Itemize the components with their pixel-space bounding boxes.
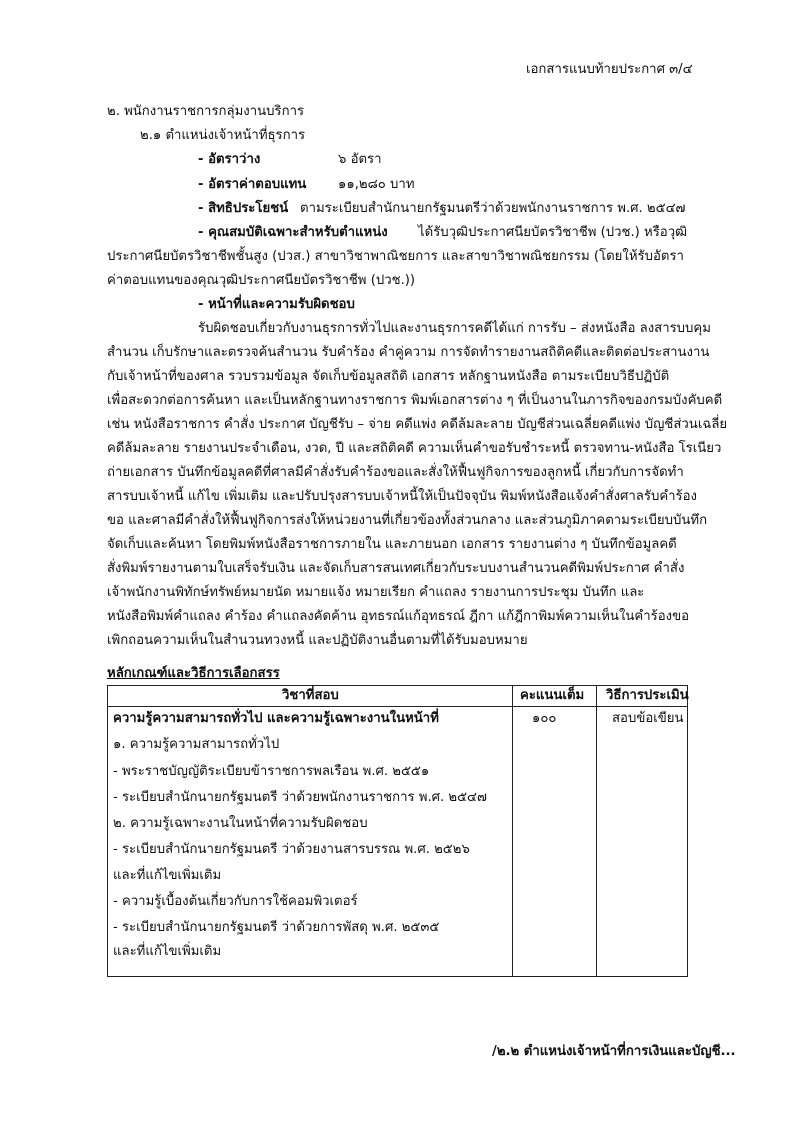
subject-item: และที่แก้ไขเพิ่มเติม [113,868,222,883]
duties-line: กับเจ้าหน้าที่ของศาล รวบรวมข้อมูล จัดเก็บข้อมูลสถิติ เอกสาร หลักฐานหนังสือ ตามระเบียบวิธีปฏิบัติ [107,369,670,384]
duties-line: หนังสือพิมพ์คำแถลง คำร้อง คำแถลงคัดค้าน อุทธรณ์แก้อุทธรณ์ ฎีกา แก้ฎีกาพิมพ์ความเห็นในคำร้องขอ [107,609,690,624]
duties-line: คดีล้มละลาย รายงานประจำเดือน, งวด, ปี และสถิติคดี ความเห็นคำขอรับชำระหนี้ ตรวจทาน-หนังสือ โรเนียว [107,441,722,456]
salary-label: - อัตราค่าตอบแทน [198,177,307,192]
duties-line: จัดเก็บและค้นหา โดยพิมพ์หนังสือราชการภายใน และภายนอก เอกสาร รายงานต่าง ๆ บันทึกข้อมูลคดี [107,537,677,552]
table-divider [512,686,513,976]
subject-item: - ความรู้เบื้องต้นเกี่ยวกับการใช้คอมพิวเตอร์ [113,894,358,909]
qualifications-label: - คุณสมบัติเฉพาะสำหรับตำแหน่ง [198,225,388,240]
duties-line: สั่งพิมพ์รายงานตามใบเสร็จรับเงิน และจัดเก็บสารสนเทศเกี่ยวกับระบบงานสำนวนคดีพิมพ์ประกาศ คำสั่ง [107,561,685,576]
table-header-divider [108,706,687,707]
duties-line: ขอ และศาลมีคำสั่งให้ฟื้นฟูกิจการส่งให้หน่วยงานที่เกี่ยวข้องทั้งส่วนกลาง และส่วนภูมิภาคตามระเบียบบันทึก [107,513,708,528]
qualifications-line-1: ได้รับวุฒิประกาศนียบัตรวิชาชีพ (ปวช.) หรือวุฒิ [418,225,688,240]
subject-item: - ระเบียบสำนักนายกรัฐมนตรี ว่าด้วยพนักงานราชการ พ.ศ. ๒๕๔๗ [113,790,487,805]
method-value: สอบข้อเขียน [612,711,684,726]
header-method: วิธีการประเมิน [606,688,689,703]
group-heading: ๒. พนักงานราชการกลุ่มงานบริการ [107,104,305,119]
footer-continuation: /๒.๒ ตำแหน่งเจ้าหน้าที่การเงินและบัญชี... [492,1044,736,1059]
duties-label: - หน้าที่และความรับผิดชอบ [198,297,355,312]
subject-item: - ระเบียบสำนักนายกรัฐมนตรี ว่าด้วยงานสารบรรณ พ.ศ. ๒๕๒๖ [113,842,470,857]
salary-value: ๑๑,๒๘๐ บาท [338,177,415,192]
score-value: ๑๐๐ [532,711,557,726]
duties-line: เพื่อสะดวกต่อการค้นหา และเป็นหลักฐานทางราชการ พิมพ์เอกสารต่าง ๆ ที่เป็นงานในภารกิจของกรมบังคับคดี [107,393,723,408]
qualifications-line-3: ค่าตอบแทนของคุณวุฒิประกาศนียบัตรวิชาชีพ (ปวช.)) [107,273,416,288]
subject-item: ๒. ความรู้เฉพาะงานในหน้าที่ความรับผิดชอบ [113,816,368,831]
benefits-label: - สิทธิประโยชน์ [198,201,289,216]
duties-line: ถ่ายเอกสาร บันทึกข้อมูลคดีที่ศาลมีคำสั่งรับคำร้องขอและสั่งให้ฟื้นฟูกิจการของลูกหนี้ เกี่ยวกับการจัดทำ [107,465,684,480]
duties-line: สำนวน เก็บรักษาและตรวจค้นสำนวน รับคำร้อง คำคู่ความ การจัดทำรายงานสถิติคดีและติดต่อประสานงาน [107,345,710,360]
section-title: ความรู้ความสามารถทั่วไป และความรู้เฉพาะงานในหน้าที่ [113,711,439,726]
vacancies-label: - อัตราว่าง [198,152,261,167]
duties-line: รับผิดชอบเกี่ยวกับงานธุรการทั่วไปและงานธุรการคดีได้แก่ การรับ – ส่งหนังสือ ลงสารบบคุม [198,321,711,336]
subject-item: - พระราชบัญญัติระเบียบข้าราชการพลเรือน พ.ศ. ๒๕๕๑ [113,764,430,779]
duties-line: เจ้าพนักงานพิทักษ์ทรัพย์หมายนัด หมายแจ้ง หมายเรียก คำแถลง รายงานการประชุม บันทึก และ [107,585,645,600]
criteria-title: หลักเกณฑ์และวิธีการเลือกสรร [107,666,280,681]
vacancies-value: ๖ อัตรา [338,152,382,167]
subject-item: และที่แก้ไขเพิ่มเติม [113,944,222,959]
duties-line: เช่น หนังสือราชการ คำสั่ง ประกาศ บัญชีรับ – จ่าย คดีแพ่ง คดีล้มละลาย บัญชีส่วนเฉลี่ยคดีแพ่ง บัญชีส่วนเฉลี่ย [107,417,728,432]
duties-line: สารบบเจ้าหนี้ แก้ไข เพิ่มเติม และปรับปรุงสารบบเจ้าหนี้ให้เป็นปัจจุบัน พิมพ์หนังสือแจ้งคำสั่งศาลรับคำร้อง [107,489,697,504]
header-subject: วิชาที่สอบ [282,688,339,703]
header-score: คะแนนเต็ม [520,688,585,703]
qualifications-line-2: ประกาศนียบัตรวิชาชีพชั้นสูง (ปวส.) สาขาวิชาพาณิชยการ และสาขาวิชาพณิชยกรรม (โดยให้รับอัตรา [107,249,684,264]
table-divider [596,686,597,976]
subject-item: - ระเบียบสำนักนายกรัฐมนตรี ว่าด้วยการพัสดุ พ.ศ. ๒๕๓๕ [113,920,440,935]
position-heading: ๒.๑ ตำแหน่งเจ้าหน้าที่ธุรการ [140,128,306,143]
duties-line: เพิกถอนความเห็นในสำนวนทวงหนี้ และปฏิบัติงานอื่นตามที่ได้รับมอบหมาย [107,633,528,648]
subject-item: ๑. ความรู้ความสามารถทั่วไป [113,737,280,752]
benefits-value: ตามระเบียบสำนักนายกรัฐมนตรีว่าด้วยพนักงานราชการ พ.ศ. ๒๕๔๗ [300,201,686,216]
criteria-table [107,685,688,977]
header-note: เอกสารแนบท้ายประกาศ ๓/๔ [526,62,693,77]
